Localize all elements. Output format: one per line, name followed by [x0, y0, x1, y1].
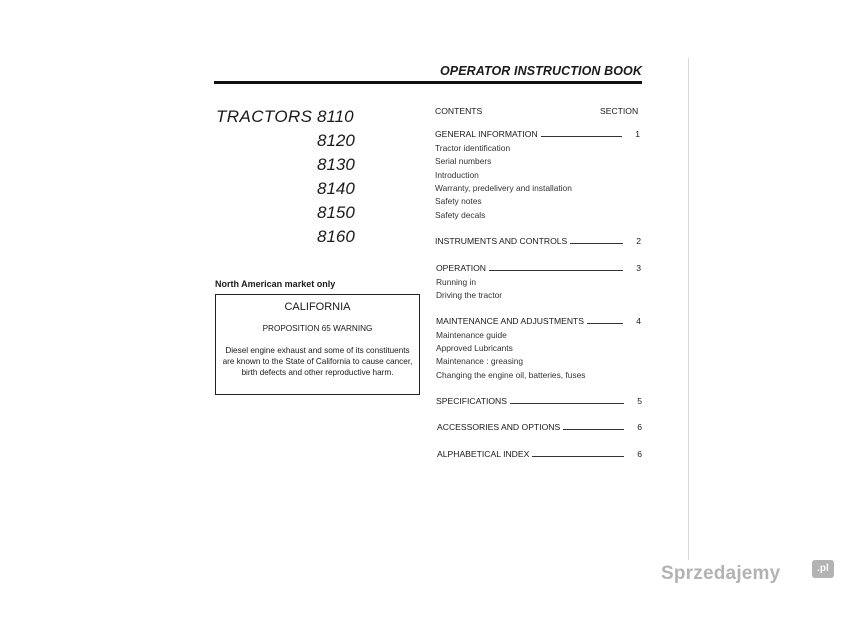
toc-leader	[570, 242, 623, 244]
warning-subtitle: PROPOSITION 65 WARNING	[262, 324, 373, 333]
toc-item: Safety decals	[435, 210, 486, 220]
toc-section	[437, 449, 642, 459]
toc-section	[435, 129, 640, 139]
watermark-badge: .pl	[812, 560, 834, 578]
toc-section	[435, 236, 641, 246]
section-label: SECTION	[600, 106, 639, 116]
toc-section-title: MAINTENANCE AND ADJUSTMENTS	[436, 316, 585, 326]
toc-leader	[532, 455, 624, 457]
toc-section-title: SPECIFICATIONS	[436, 396, 507, 406]
toc-section	[437, 422, 642, 432]
tractors-label: TRACTORS	[216, 107, 313, 126]
book-title: OPERATOR INSTRUCTION BOOK	[439, 64, 642, 78]
model-number: 8140	[317, 179, 355, 198]
toc-item: Tractor identification	[435, 143, 511, 153]
toc-section-number: 2	[636, 236, 641, 246]
model-number: 8110	[317, 107, 354, 126]
toc-leader	[541, 135, 622, 137]
toc-section-number: 3	[636, 263, 641, 273]
model-number: 8150	[317, 203, 355, 222]
warning-text: Diesel engine exhaust and some of its constituents are known to the State of California to cause cancer, birth defects and other reproductive harm.	[222, 346, 413, 377]
toc-item: Changing the engine oil, batteries, fuses	[436, 370, 586, 380]
toc-leader	[563, 428, 624, 430]
toc-item: Warranty, predelivery and installation	[435, 183, 572, 193]
model-number: 8130	[317, 155, 355, 174]
toc-leader	[587, 322, 623, 324]
toc-item: Driving the tractor	[436, 290, 503, 300]
toc-section-title: OPERATION	[436, 263, 486, 273]
toc-section-title: INSTRUMENTS AND CONTROLS	[435, 236, 568, 246]
toc-item: Maintenance guide	[436, 330, 507, 340]
toc-section	[436, 263, 641, 273]
toc-leader	[489, 269, 623, 271]
toc-section-number: 5	[637, 396, 642, 406]
contents-label: CONTENTS	[435, 106, 483, 116]
model-number: 8160	[317, 227, 355, 246]
toc-section-title: ALPHABETICAL INDEX	[437, 449, 530, 459]
toc-section-number: 6	[637, 449, 642, 459]
toc-item: Safety notes	[435, 196, 482, 206]
toc-item: Approved Lubricants	[436, 343, 513, 353]
toc-item: Running in	[436, 277, 477, 287]
toc-section-number: 1	[635, 129, 640, 139]
toc-section-title: GENERAL INFORMATION	[435, 129, 538, 139]
prop65-warning-box	[215, 294, 420, 395]
header-rule	[214, 81, 642, 84]
toc-section-title: ACCESSORIES AND OPTIONS	[437, 422, 561, 432]
toc-section	[436, 316, 641, 326]
toc-item: Introduction	[435, 170, 479, 180]
warning-title: CALIFORNIA	[284, 301, 351, 313]
toc-item: Serial numbers	[435, 156, 492, 166]
page-edge	[688, 58, 689, 560]
market-note: North American market only	[215, 279, 336, 289]
toc-item: Maintenance : greasing	[436, 356, 524, 366]
toc-section-number: 6	[637, 422, 642, 432]
watermark-logo: Sprzedajemy	[661, 563, 781, 584]
toc-section-number: 4	[636, 316, 641, 326]
toc-section	[436, 396, 642, 406]
toc-leader	[510, 402, 624, 404]
model-number: 8120	[317, 131, 355, 150]
